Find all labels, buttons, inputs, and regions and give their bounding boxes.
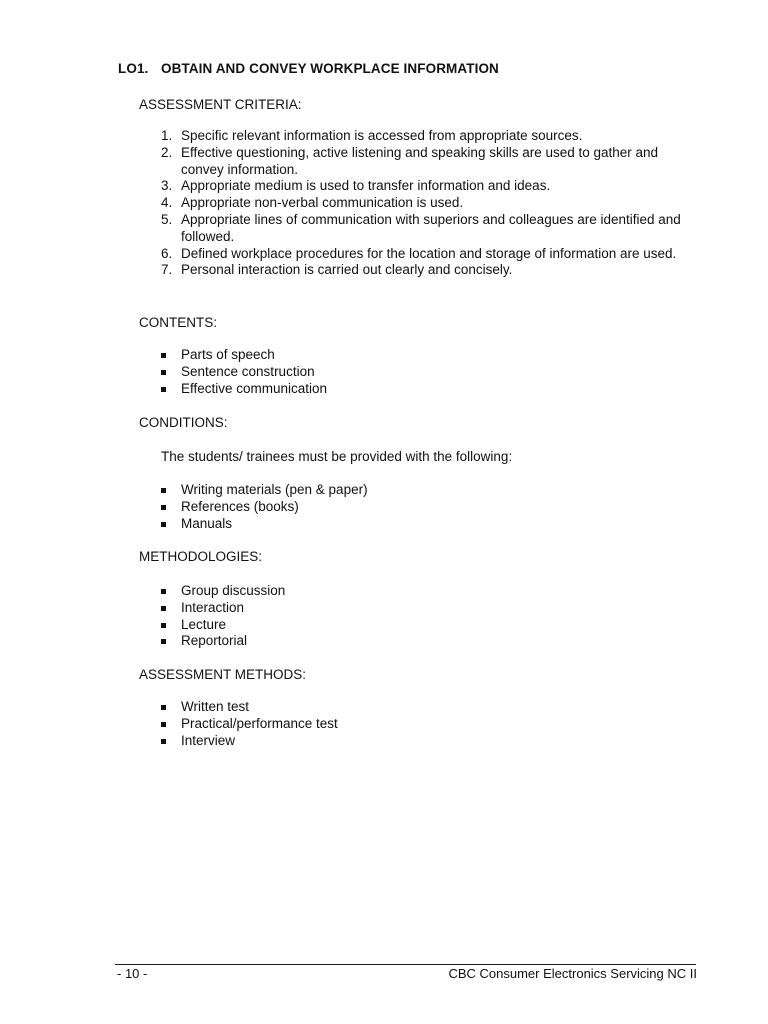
list-item-text: Lecture bbox=[181, 616, 227, 632]
criteria-text: Defined workplace procedures for the location and storage of information are used. bbox=[181, 245, 677, 261]
bullet-icon bbox=[161, 722, 166, 727]
bullet-icon bbox=[161, 589, 166, 594]
criteria-text: Effective questioning, active listening and speaking skills are used to gather and convey information. bbox=[181, 144, 659, 177]
criteria-number: 7. bbox=[161, 262, 173, 278]
list-item bbox=[161, 699, 338, 716]
criteria-item bbox=[161, 195, 701, 212]
bullet-icon bbox=[161, 505, 166, 510]
list-item bbox=[161, 633, 285, 650]
list-item-text: Parts of speech bbox=[181, 347, 275, 362]
bullet-icon bbox=[161, 387, 166, 392]
criteria-number: 6. bbox=[161, 245, 173, 261]
methodologies-list bbox=[161, 583, 285, 650]
heading-number: LO1. bbox=[118, 61, 149, 76]
page-number: - 10 - bbox=[117, 966, 148, 981]
bullet-icon bbox=[161, 705, 166, 710]
criteria-number: 2. bbox=[161, 144, 173, 160]
contents-label: CONTENTS: bbox=[139, 315, 218, 330]
criteria-number: 1. bbox=[161, 128, 173, 143]
criteria-text: Appropriate non-verbal communication is used. bbox=[181, 195, 464, 211]
contents-list bbox=[161, 347, 327, 397]
list-item-text: Interview bbox=[181, 732, 236, 748]
learning-outcome-heading bbox=[118, 61, 499, 76]
bullet-icon bbox=[161, 623, 166, 628]
bullet-icon bbox=[161, 606, 166, 611]
list-item bbox=[161, 600, 285, 617]
criteria-number: 4. bbox=[161, 195, 173, 211]
list-item bbox=[161, 347, 327, 364]
list-item bbox=[161, 364, 327, 381]
criteria-item bbox=[161, 262, 701, 279]
list-item-text: Group discussion bbox=[181, 583, 286, 598]
criteria-item bbox=[161, 145, 701, 179]
conditions-list bbox=[161, 482, 368, 532]
methodologies-label: METHODOLOGIES: bbox=[139, 549, 263, 564]
footer-title: CBC Consumer Electronics Servicing NC II bbox=[448, 966, 697, 981]
list-item-text: Sentence construction bbox=[181, 363, 315, 379]
criteria-number: 5. bbox=[161, 211, 173, 227]
footer-divider bbox=[115, 964, 696, 965]
bullet-icon bbox=[161, 522, 166, 527]
criteria-text: Appropriate medium is used to transfer information and ideas. bbox=[181, 178, 551, 194]
criteria-item bbox=[161, 246, 701, 263]
list-item bbox=[161, 381, 327, 398]
list-item bbox=[161, 482, 368, 499]
list-item-text: Manuals bbox=[181, 515, 233, 531]
bullet-icon bbox=[161, 739, 166, 744]
assessment-methods-label: ASSESSMENT METHODS: bbox=[139, 667, 307, 682]
list-item bbox=[161, 733, 338, 750]
criteria-text: Appropriate lines of communication with superiors and colleagues are identified and followed. bbox=[181, 211, 681, 244]
criteria-text: Personal interaction is carried out clearly and concisely. bbox=[181, 262, 513, 278]
assessment-methods-list bbox=[161, 699, 338, 749]
criteria-item bbox=[161, 212, 701, 246]
list-item bbox=[161, 716, 338, 733]
list-item bbox=[161, 617, 285, 634]
list-item-text: Practical/performance test bbox=[181, 715, 338, 731]
bullet-icon bbox=[161, 370, 166, 375]
criteria-number: 3. bbox=[161, 178, 173, 194]
bullet-icon bbox=[161, 488, 166, 493]
list-item bbox=[161, 516, 368, 533]
criteria-item bbox=[161, 128, 701, 145]
list-item-text: Writing materials (pen & paper) bbox=[181, 482, 368, 497]
criteria-text: Specific relevant information is accessed from appropriate sources. bbox=[181, 128, 583, 143]
assessment-criteria-list bbox=[161, 128, 701, 279]
list-item bbox=[161, 499, 368, 516]
heading-title: OBTAIN AND CONVEY WORKPLACE INFORMATION bbox=[161, 61, 499, 76]
list-item-text: Written test bbox=[181, 699, 250, 714]
assessment-criteria-label: ASSESSMENT CRITERIA: bbox=[139, 97, 302, 112]
conditions-intro: The students/ trainees must be provided with the following: bbox=[161, 449, 513, 464]
list-item bbox=[161, 583, 285, 600]
list-item-text: Interaction bbox=[181, 599, 245, 615]
bullet-icon bbox=[161, 639, 166, 644]
conditions-label: CONDITIONS: bbox=[139, 415, 228, 430]
list-item-text: Reportorial bbox=[181, 633, 248, 649]
criteria-item bbox=[161, 178, 701, 195]
list-item-text: Effective communication bbox=[181, 380, 328, 396]
list-item-text: References (books) bbox=[181, 498, 299, 514]
bullet-icon bbox=[161, 353, 166, 358]
